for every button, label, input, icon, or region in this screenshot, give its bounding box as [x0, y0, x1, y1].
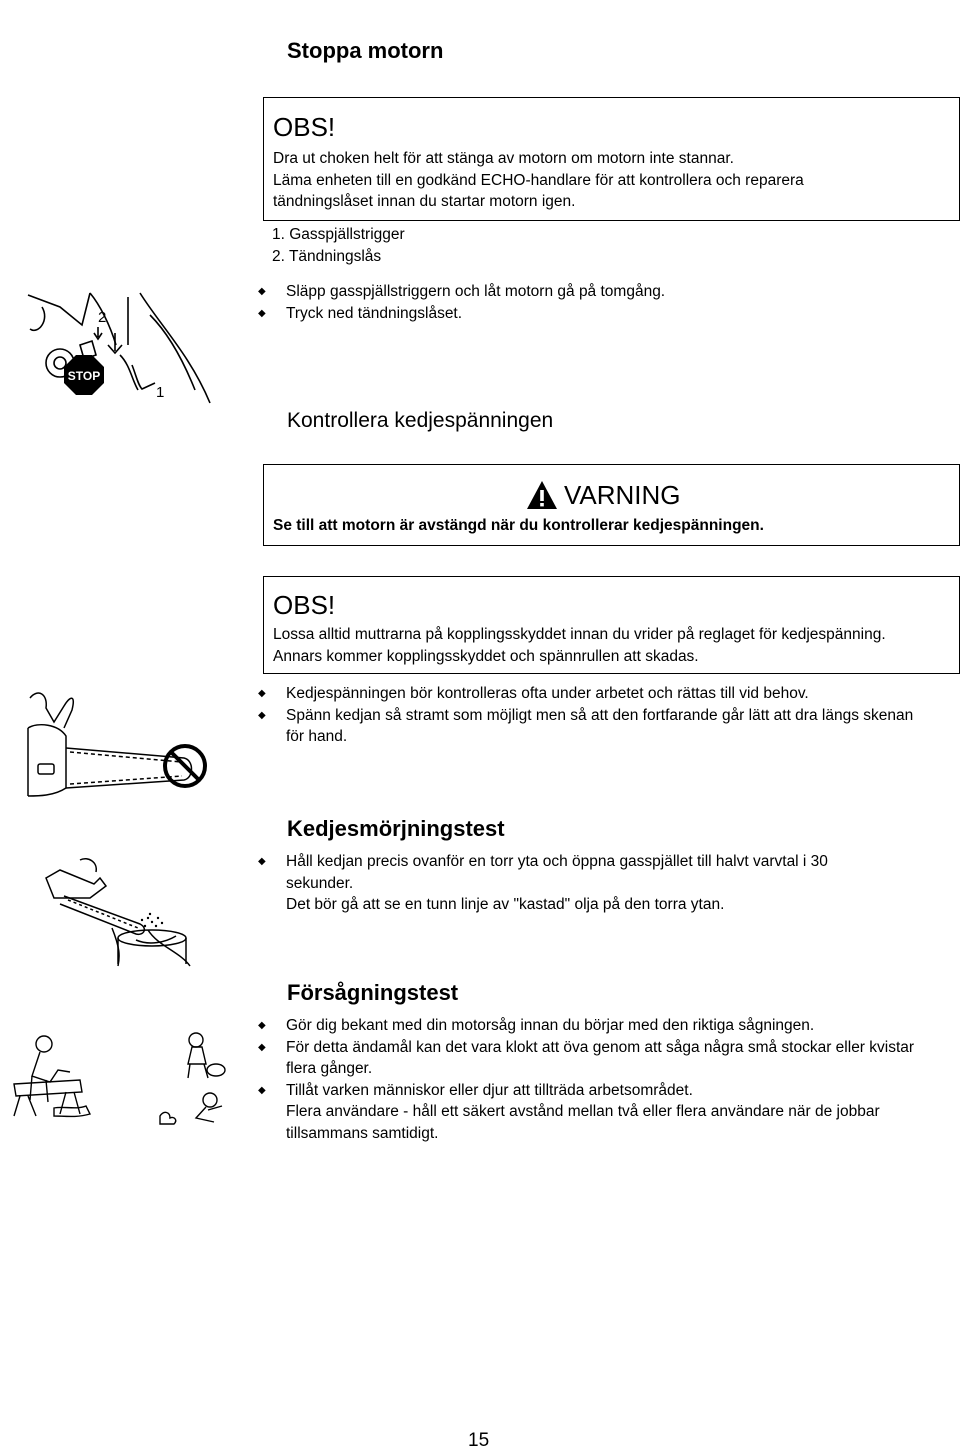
list-item: ◆ Håll kedjan precis ovanför en torr yta och öppna gasspjället till halvt varvtal i 30 sekunder. Det bör gå att se en tunn linje av "kastad" olja på den torra ytan. [258, 853, 828, 913]
ignition-switch-illustration [20, 285, 220, 405]
warning-triangle-icon [526, 480, 558, 510]
obs-title: OBS! [273, 112, 336, 142]
bullet-icon: ◆ [258, 1020, 266, 1031]
list-item: ◆ Tryck ned tändningslåset. [264, 303, 954, 325]
chainsaw-bar-icon [24, 688, 214, 803]
bullet-list-sawing [258, 1015, 960, 1144]
list-item: ◆ Gör dig bekant med din motorsåg innan du börjar med den riktiga sågningen. [264, 1015, 960, 1037]
warning-box [263, 464, 960, 546]
callout-2: 2 [98, 309, 107, 326]
warning-text: Se till att motorn är avstängd när du kontrollerar kedjespänningen. [273, 517, 764, 534]
chainsaw-oil-test-icon [40, 856, 200, 968]
callout-1: 1 [156, 384, 165, 401]
obs-text: Dra ut choken helt för att stänga av motorn om motorn inte stannar. Läma enheten till en godkänd ECHO-handlare för att kontrollera och reparera tändningslåset innan du startar motorn igen. [273, 150, 804, 210]
warning-title: VARNING [564, 479, 681, 510]
bullet-icon: ◆ [258, 688, 266, 699]
obs-text: Lossa alltid muttrarna på kopplingsskyddet innan du vrider på reglaget för kedjespänning. Annars kommer kopplingsskyddet och spännrullen att skadas. [273, 626, 886, 665]
bullet-icon: ◆ [258, 1084, 266, 1096]
bullet-icon: ◆ [258, 286, 266, 297]
legend-item-1: 1. Gasspjällstrigger [272, 226, 405, 243]
obs-title: OBS! [273, 590, 336, 620]
bullet-icon: ◆ [258, 307, 266, 319]
chainsaw-handle-icon [20, 285, 220, 405]
list-item: ◆ För detta ändamål kan det vara klokt att öva genom att såga några små stockar eller kvistar flera gånger. [258, 1038, 915, 1077]
list-item: ◆ Kedjespänningen bör kontrolleras ofta under arbetet och rättas till vid behov. [264, 683, 960, 705]
practice-sawing-illustration [10, 1030, 240, 1130]
obs-box-stop [263, 97, 960, 221]
legend-item-2: 2. Tändningslås [272, 247, 382, 265]
warning-header [526, 479, 681, 511]
bullet-icon: ◆ [258, 1041, 266, 1053]
legend-list-stop [272, 224, 405, 267]
bullet-list-chain [258, 683, 960, 748]
stop-label: STOP [67, 369, 101, 383]
obs-box-chain [263, 576, 960, 674]
list-item: ◆ Släpp gasspjällstriggern och låt motorn gå på tomgång. [264, 281, 954, 303]
worker-and-bystanders-icon [10, 1030, 240, 1130]
chain-tension-illustration [24, 688, 214, 803]
bullet-icon: ◆ [258, 856, 266, 867]
bullet-list-stop [258, 281, 954, 324]
section-title-chain-tension: Kontrollera kedjespänningen [287, 409, 554, 432]
list-item: ◆ Spänn kedjan så stramt som möjligt men så att den fortfarande går lätt att dra längs skenan för hand. [258, 706, 914, 745]
section-title-stop: Stoppa motorn [287, 38, 444, 63]
section-title-sawing: Försågningstest [287, 980, 459, 1005]
lubrication-test-illustration [40, 856, 200, 968]
list-item: ◆ Tillåt varken människor eller djur att tillträda arbetsområdet. Flera användare - håll ett säkert avstånd mellan två eller flera användare när de jobbar tillsammans samtidigt. [258, 1081, 880, 1142]
bullet-list-lubrication [258, 851, 960, 916]
section-title-lubrication: Kedjesmörjningstest [287, 816, 505, 841]
bullet-icon: ◆ [258, 709, 266, 721]
page-number: 15 [468, 1430, 490, 1451]
